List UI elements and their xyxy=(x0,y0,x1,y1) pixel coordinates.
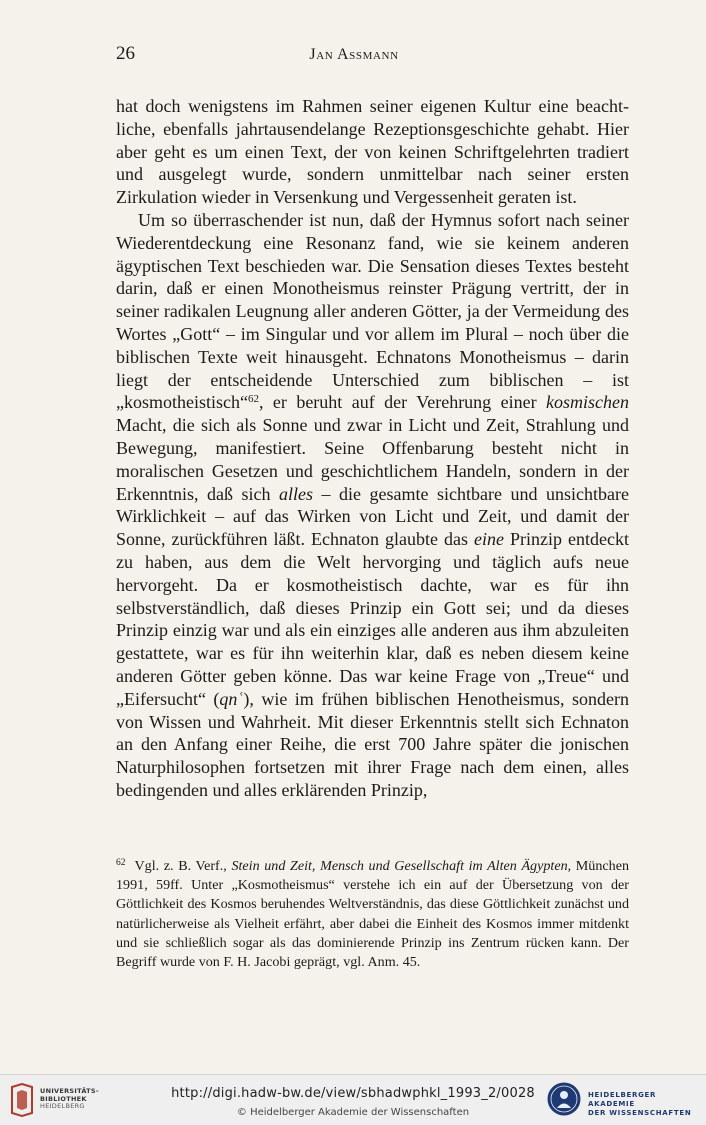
paragraph xyxy=(116,95,629,209)
text-run: Macht, die sich als Sonne und zwar in Licht und Zeit, Strahlung und Bewegung, manifestiert. Seine Offenbarung besteht nicht in moralischen Gesetzen und geschichtlichem Handeln, sondern in der Erkenntnis, daß sich xyxy=(116,415,629,504)
permalink[interactable]: http://digi.hadw-bw.de/view/sbhadwphkl_1993_2/0028 xyxy=(171,1086,535,1101)
academy-name xyxy=(588,1091,706,1118)
footnote xyxy=(116,854,629,972)
italic-text: qnʿ xyxy=(219,688,244,709)
italic-text: eine xyxy=(474,529,504,550)
copyright-notice: © Heidelberger Akademie der Wissenschaften xyxy=(236,1107,470,1118)
library-name-line: BIBLIOTHEK xyxy=(40,1094,87,1103)
italic-text: Stein und Zeit, Mensch und Gesellschaft im Alten Ägypten xyxy=(231,858,568,874)
paragraph xyxy=(116,209,629,802)
library-name-line: UNIVERSITÄTS- xyxy=(40,1087,99,1095)
text-run: Um so überraschender ist nun, daß der Hymnus sofort nach seiner Wiederentdeckung eine Resonanz fand, wie sie keinem anderen ägyptischen Text beschieden war. Die Sensation dieses Textes besteht darin, daß er einen Monotheismus reinster Prägung vertritt, der in seiner radikalen Leugnung aller anderen Götter, ja der Vermeidung des Wortes „Gott“ – im Singular und vor allem im Plural – noch über die biblischen Texte weit hinausgeht. Echnatons Monotheismus – darin liegt der entscheidende Unterschied zum biblischen – ist „kosmotheistisch“ xyxy=(116,209,629,413)
text-run: ), wie im frühen biblischen Henotheismus, sondern von Wissen und Wahrheit. Mit dieser Erkenntnis stellt sich Echnaton an den Anfang einer Reihe, die erst 700 Jahre später die jonischen Naturphilosophen fortsetzen mit ihrer Frage nach dem einen, alles bedingenden und alles erklärenden Prinzip, xyxy=(116,688,629,800)
academy-seal-icon xyxy=(546,1081,582,1117)
text-run: Vgl. z. B. Verf., xyxy=(134,858,232,874)
body-text xyxy=(116,95,629,802)
text-run: , München 1991, 59ff. Unter „Kosmotheismus“ verstehe ich ein auf der Übersetzung von der Göttlichkeit des Kosmos beruhendes Weltverständnis, das diese Göttlichkeit zunächst und natürlicherweise als Vielheit erfährt, aber dabei die Einheit des Kosmos immer mitdenkt und sie schließlich sogar als das dominierende Prinzip ins Zentrum rücken kann. Der Begriff wurde von F. H. Jacobi geprägt, vgl. Anm. 45. xyxy=(116,858,630,971)
digitization-footer xyxy=(0,1074,706,1125)
text-run: – die gesamte sichtbare und unsichtbare Wirklichkeit – auf das Wirken von Licht und Zeit, und damit der Sonne, zurückführen läßt. Echnaton glaubte das xyxy=(116,483,629,550)
text-run: hat doch wenigstens im Rahmen seiner eigenen Kultur eine beachtliche, ebenfalls jahrtausendelange Rezeptionsgeschichte gehabt. Hier aber geht es um einen Text, der von keinen Schriftgelehrten tradiert und ausgelegt wurde, sondern unmittelbar nach seiner ersten Zirkulation wieder in Versenkung und Vergessenheit geraten ist. xyxy=(116,96,629,208)
footnote-number: 62 xyxy=(116,858,126,868)
footnote-text xyxy=(116,854,629,972)
academy-name-line: DER WISSENSCHAFTEN xyxy=(588,1109,692,1117)
footnote-body xyxy=(116,858,629,970)
text-run: , er beruht auf der Verehrung einer xyxy=(258,392,547,413)
italic-text: kosmischen xyxy=(546,392,629,413)
italic-text: alles xyxy=(279,483,314,504)
library-name-line: HEIDELBERG xyxy=(40,1102,85,1111)
page-number: 26 xyxy=(116,43,135,64)
running-head xyxy=(116,43,592,67)
running-head-author: Jan Assmann xyxy=(309,46,399,63)
text-run: Prinzip entdeckt zu haben, aus dem die Welt hervorging und täglich aufs neue hervorgeht. Da er kosmotheistisch dachte, war es für ihn selbstverständlich, daß dieses Prinzip ein Gott sei; und da dieses Prinzip einzig war und als ein einziges alle anderen aus ihm abzuleiten gestattete, war es für ihn weiterhin klar, daß es neben diesem keine anderen Götter geben könne. Das war keine Frage von „Treue“ und „Eifersucht“ ( xyxy=(116,529,630,709)
footnote-reference: 62 xyxy=(247,393,259,406)
academy-name-line: HEIDELBERGER AKADEMIE xyxy=(588,1091,657,1108)
